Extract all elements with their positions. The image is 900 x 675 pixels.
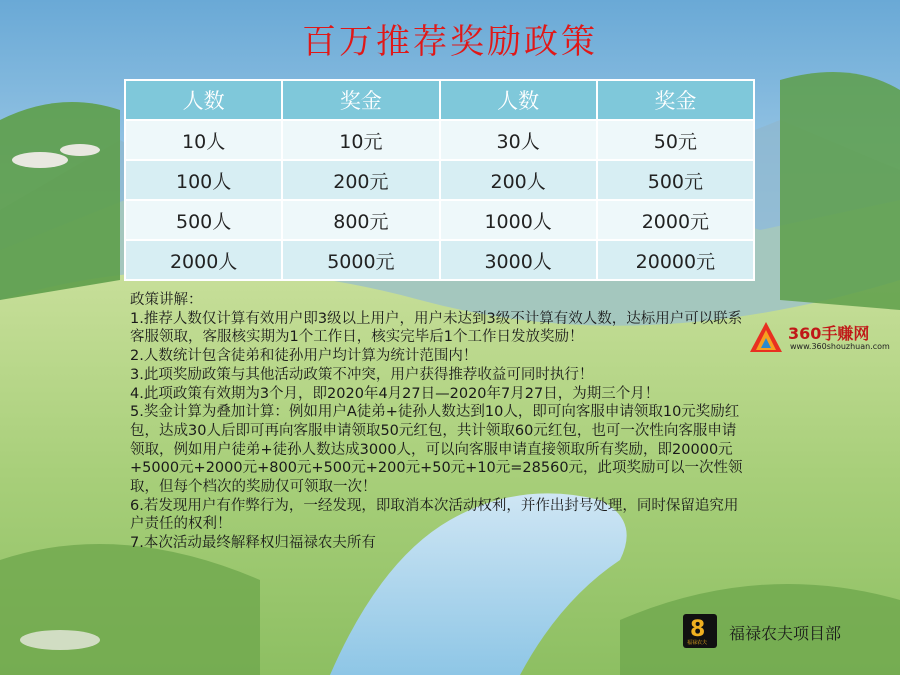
table-row bbox=[125, 160, 754, 200]
table-row bbox=[125, 120, 754, 160]
policy-item: 5.奖金计算为叠加计算：例如用户A徒弟+徒孙人数达到10人，即可向客服申请领取10元奖励红包，达成30人后即可再向客服申请领取50元红包，共计领取60元红包，也可一次性向客服申请领取，例如用户徒弟+徒孙人数达成3000人，可以向客服申请直接领取所有奖励，即20000元+5000元+2000元+800元+500元+200元+50元+10元=28560元，此项奖励可以一次性领取，但每个档次的奖励仅可领取一次！ bbox=[130, 404, 743, 496]
reward-table bbox=[124, 79, 755, 281]
policy-heading: 政策讲解： bbox=[130, 292, 203, 308]
column-header: 奖金 bbox=[282, 80, 439, 120]
policy-item: 1.推荐人数仅计算有效用户即3级以上用户，用户未达到3级不计算有效人数，达标用户可以联系客服领取，客服核实期为1个工作日，核实完毕后1个工作日发放奖励！ bbox=[130, 310, 743, 346]
table-cell: 2000人 bbox=[125, 240, 282, 280]
table-cell: 200人 bbox=[440, 160, 597, 200]
column-header: 人数 bbox=[125, 80, 282, 120]
policy-explanation bbox=[130, 291, 750, 553]
company-logo bbox=[683, 614, 717, 648]
triangle-logo-icon bbox=[748, 320, 784, 356]
table-cell: 200元 bbox=[282, 160, 439, 200]
table-row bbox=[125, 240, 754, 280]
table-cell: 2000元 bbox=[597, 200, 754, 240]
policy-item: 6.若发现用户有作弊行为，一经发现，即取消本次活动权利，并作出封号处理，同时保留追究用户责任的权利！ bbox=[130, 497, 739, 533]
table-cell: 1000人 bbox=[440, 200, 597, 240]
table-cell: 3000人 bbox=[440, 240, 597, 280]
table-cell: 10元 bbox=[282, 120, 439, 160]
department-name: 福禄农夫项目部 bbox=[729, 624, 842, 643]
watermark-brand: 360手赚网 bbox=[788, 324, 870, 343]
table-cell: 30人 bbox=[440, 120, 597, 160]
column-header: 奖金 bbox=[597, 80, 754, 120]
watermark-url: www.360shouzhuan.com bbox=[790, 342, 890, 351]
policy-item: 4.此项政策有效期为3个月，即2020年4月27日—2020年7月27日，为期三个月！ bbox=[130, 385, 660, 402]
table-cell: 500人 bbox=[125, 200, 282, 240]
table-row bbox=[125, 200, 754, 240]
table-cell: 500元 bbox=[597, 160, 754, 200]
table-cell: 50元 bbox=[597, 120, 754, 160]
logo-glyph: 8 bbox=[690, 617, 706, 642]
table-cell: 800元 bbox=[282, 200, 439, 240]
logo-caption: 福禄农夫 bbox=[687, 640, 708, 646]
table-cell: 5000元 bbox=[282, 240, 439, 280]
policy-item: 2.人数统计包含徒弟和徒孙用户均计算为统计范围内！ bbox=[130, 348, 478, 365]
table-cell: 10人 bbox=[125, 120, 282, 160]
table-cell: 100人 bbox=[125, 160, 282, 200]
watermark-logo bbox=[748, 318, 898, 358]
table-cell: 20000元 bbox=[597, 240, 754, 280]
footer bbox=[683, 614, 883, 654]
page-title: 百万推荐奖励政策 bbox=[302, 22, 598, 62]
table-header-row bbox=[125, 80, 754, 120]
column-header: 人数 bbox=[440, 80, 597, 120]
policy-item: 7.本次活动最终解释权归福禄农夫所有 bbox=[130, 535, 376, 552]
policy-item: 3.此项奖励政策与其他活动政策不冲突，用户获得推荐收益可同时执行！ bbox=[130, 366, 594, 383]
